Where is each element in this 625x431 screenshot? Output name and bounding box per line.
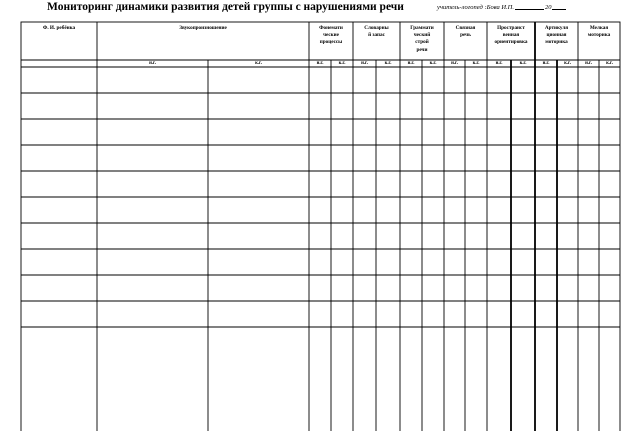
- sub-label-end: к.г.: [564, 61, 571, 66]
- sub-label-start: н.г.: [361, 61, 368, 66]
- header-articulation: Артикуля ционная моторика: [544, 25, 569, 46]
- header-phonemic: Фонемати ческие процессы: [319, 25, 343, 46]
- header-grammar: Граммати ческий строй речи: [410, 25, 434, 53]
- header-fine-motor: Мелкая моторика: [587, 25, 611, 39]
- header-vocabulary: Словарны й запас: [364, 25, 389, 39]
- sub-label-start: н.г.: [542, 61, 550, 66]
- sub-label-start: н.г.: [495, 61, 503, 66]
- page-title: Мониторинг динамики развития детей группы с нарушениями речи: [47, 1, 404, 13]
- sub-label-start: н.г.: [451, 61, 458, 66]
- sub-label-end: к.г.: [519, 61, 527, 66]
- sub-label-end: к.г.: [429, 61, 437, 66]
- header-coherent-speech: Связная речь: [455, 25, 476, 39]
- sub-label-start: н.г.: [407, 61, 415, 66]
- header-child-name: Ф. И. ребёнка: [42, 25, 76, 31]
- header-spatial: Пространст венная ориентировка: [494, 25, 528, 46]
- teacher-name: учитель-логопед :Бова И.П.: [437, 4, 514, 11]
- sub-label-end: к.г.: [472, 61, 480, 66]
- sub-label-start: н.г.: [316, 61, 324, 66]
- sub-label-end: к.г.: [384, 61, 392, 66]
- sub-label-end: к.г.: [338, 61, 346, 66]
- header-sound-pronunciation: Звукопроизношение: [179, 25, 227, 31]
- sub-label-end: к.г.: [255, 61, 262, 66]
- table-border: [21, 22, 620, 431]
- sub-label-end: к.г.: [606, 61, 613, 66]
- year-prefix: 20: [544, 4, 552, 11]
- sub-label-start: н.г.: [149, 61, 156, 66]
- sub-label-start: н.г.: [585, 61, 592, 66]
